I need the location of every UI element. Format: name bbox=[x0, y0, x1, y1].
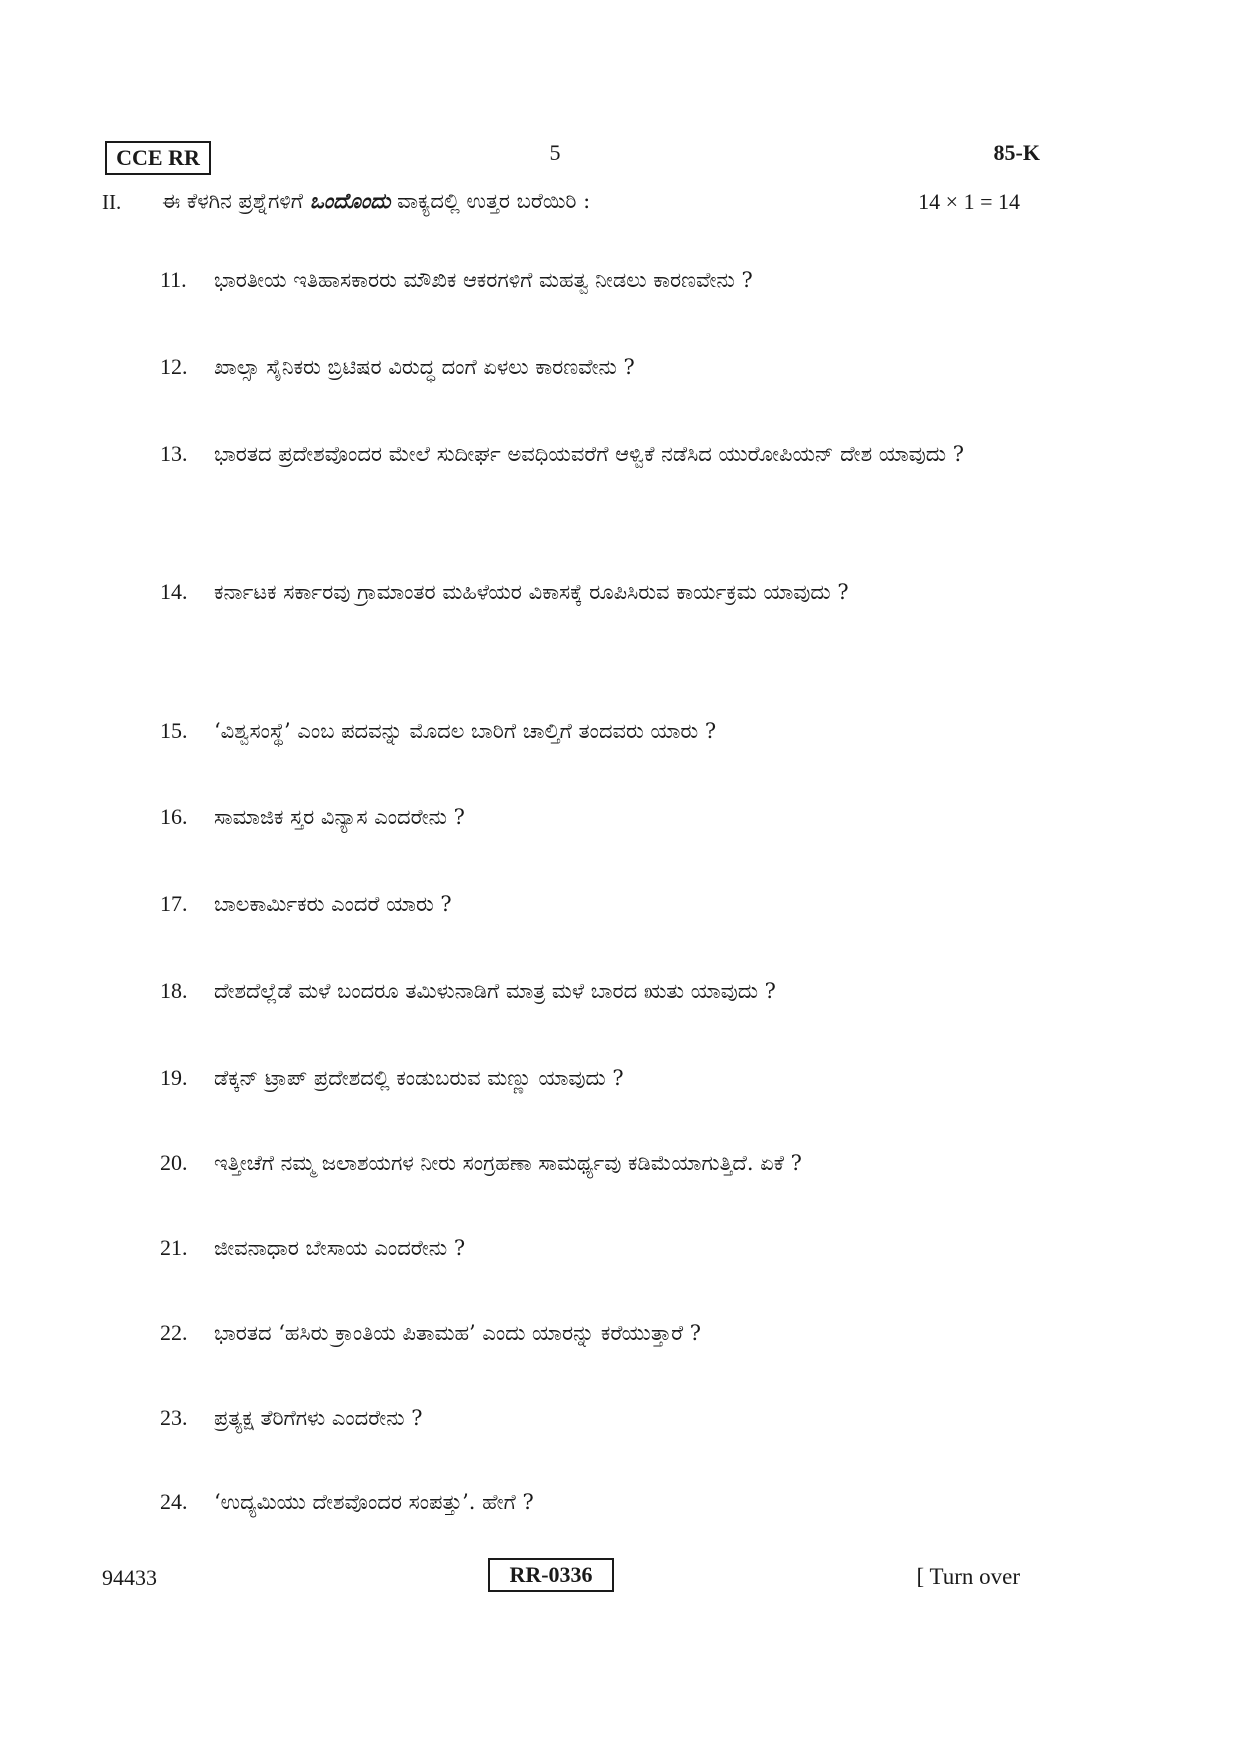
section-marks: 14 × 1 = 14 bbox=[918, 189, 1020, 214]
question-number: 22. bbox=[160, 1320, 188, 1345]
question-text: ಕರ್ನಾಟಕ ಸರ್ಕಾರವು ಗ್ರಾಮಾಂತರ ಮಹಿಳೆಯರ ವಿಕಾಸಕ್ಕೆ ರೂಪಿಸಿರುವ ಕಾರ್ಯಕ್ರಮ ಯಾವುದು ? bbox=[214, 580, 849, 604]
question-number: 16. bbox=[160, 804, 188, 829]
question-number: 20. bbox=[160, 1150, 188, 1175]
question-text: ಖಾಲ್ಸಾ ಸೈನಿಕರು ಬ್ರಿಟಿಷರ ವಿರುದ್ಧ ದಂಗೆ ಏಳಲು ಕಾರಣವೇನು ? bbox=[214, 355, 635, 379]
question-text: ‘ಉದ್ಯಮಿಯು ದೇಶವೊಂದರ ಸಂಪತ್ತು’. ಹೇಗೆ ? bbox=[214, 1490, 534, 1514]
question-text: ಡೆಕ್ಕನ್ ಟ್ರಾಪ್ ಪ್ರದೇಶದಲ್ಲಿ ಕಂಡುಬರುವ ಮಣ್ಣು ಯಾವುದು ? bbox=[214, 1066, 624, 1090]
question-text: ಪ್ರತ್ಯಕ್ಷ ತೆರಿಗೆಗಳು ಎಂದರೇನು ? bbox=[214, 1406, 423, 1430]
question-text: ‘ವಿಶ್ವಸಂಸ್ಥೆ’ ಎಂಬ ಪದವನ್ನು ಮೊದಲ ಬಾರಿಗೆ ಚಾಲ್ತಿಗೆ ತಂದವರು ಯಾರು ? bbox=[214, 719, 717, 743]
page-number: 5 bbox=[549, 140, 561, 165]
question-text: ಭಾರತದ ಪ್ರದೇಶವೊಂದರ ಮೇಲೆ ಸುದೀರ್ಘ ಅವಧಿಯವರೆಗೆ ಆಳ್ವಿಕೆ ನಡೆಸಿದ ಯುರೋಪಿಯನ್ ದೇಶ ಯಾವುದು ? bbox=[214, 442, 964, 466]
question-text: ಇತ್ತೀಚೆಗೆ ನಮ್ಮ ಜಲಾಶಯಗಳ ನೀರು ಸಂಗ್ರಹಣಾ ಸಾಮರ್ಥ್ಯವು ಕಡಿಮೆಯಾಗುತ್ತಿದೆ. ಏಕೆ ? bbox=[214, 1151, 802, 1175]
question-number: 12. bbox=[160, 354, 188, 379]
paper-code: 85-K bbox=[993, 140, 1040, 165]
header-left-code: CCE RR bbox=[105, 141, 211, 175]
instruction-text-after: ವಾಕ್ಯದಲ್ಲಿ ಉತ್ತರ ಬರೆಯಿರಿ : bbox=[390, 189, 591, 213]
question-text: ಸಾಮಾಜಿಕ ಸ್ತರ ವಿನ್ಯಾಸ ಎಂದರೇನು ? bbox=[214, 805, 465, 829]
question-text: ಭಾರತೀಯ ಇತಿಹಾಸಕಾರರು ಮೌಖಿಕ ಆಕರಗಳಿಗೆ ಮಹತ್ವ ನೀಡಲು ಕಾರಣವೇನು ? bbox=[214, 268, 753, 292]
question-number: 18. bbox=[160, 978, 188, 1003]
question-number: 17. bbox=[160, 891, 188, 916]
turn-over-note: [ Turn over bbox=[916, 1564, 1020, 1589]
question-number: 14. bbox=[160, 579, 188, 604]
question-number: 13. bbox=[160, 441, 188, 466]
section-number: II. bbox=[102, 190, 122, 214]
question-number: 15. bbox=[160, 718, 188, 743]
question-text: ಭಾರತದ ‘ಹಸಿರು ಕ್ರಾಂತಿಯ ಪಿತಾಮಹ’ ಎಂದು ಯಾರನ್ನು ಕರೆಯುತ್ತಾರೆ ? bbox=[214, 1321, 702, 1345]
question-text: ಜೀವನಾಧಾರ ಬೇಸಾಯ ಎಂದರೇನು ? bbox=[214, 1236, 466, 1260]
section-instruction bbox=[162, 188, 590, 214]
question-text: ದೇಶದೆಲ್ಲೆಡೆ ಮಳೆ ಬಂದರೂ ತಮಿಳುನಾಡಿಗೆ ಮಾತ್ರ ಮಳೆ ಬಾರದ ಋತು ಯಾವುದು ? bbox=[214, 979, 776, 1003]
footer-code: 94433 bbox=[102, 1565, 157, 1590]
question-number: 19. bbox=[160, 1065, 188, 1090]
footer-paper-id: RR-0336 bbox=[488, 1558, 614, 1592]
question-text: ಬಾಲಕಾರ್ಮಿಕರು ಎಂದರೆ ಯಾರು ? bbox=[214, 892, 452, 916]
question-number: 23. bbox=[160, 1405, 188, 1430]
instruction-text-before: ಈ ಕೆಳಗಿನ ಪ್ರಶ್ನೆಗಳಿಗೆ bbox=[162, 189, 310, 213]
question-number: 11. bbox=[160, 267, 187, 292]
instruction-emphasis: ಒಂದೊಂದು bbox=[309, 188, 391, 213]
question-number: 24. bbox=[160, 1489, 188, 1514]
question-number: 21. bbox=[160, 1235, 188, 1260]
